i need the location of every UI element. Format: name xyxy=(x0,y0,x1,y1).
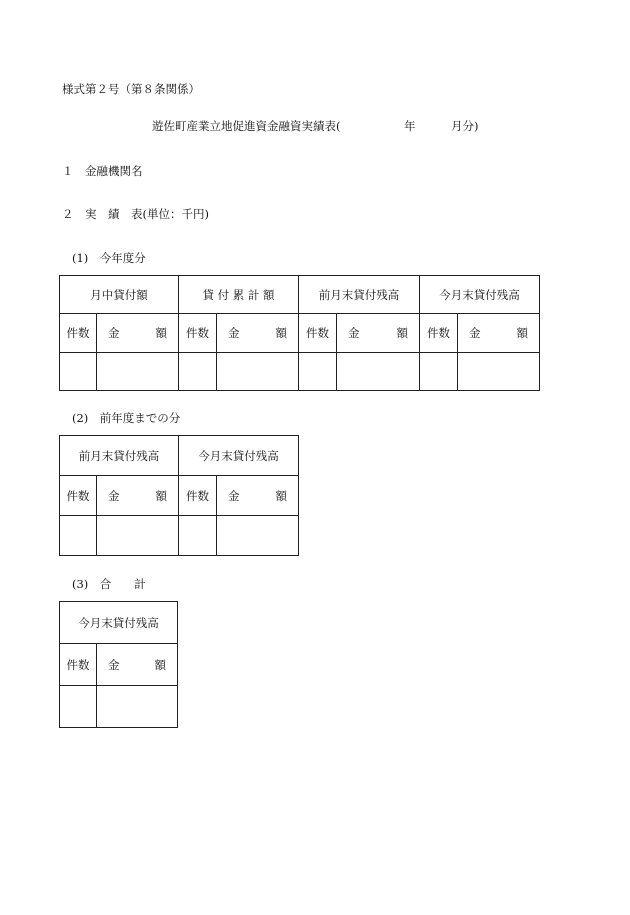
cell-amount[interactable] xyxy=(337,353,420,391)
header-current-month-balance: 今月末貸付残高 xyxy=(420,276,540,314)
cell-count[interactable] xyxy=(179,353,217,391)
form-number: 様式第２号（第８条関係） xyxy=(62,82,200,96)
cell-amount[interactable] xyxy=(97,353,179,391)
cell-count[interactable] xyxy=(299,353,337,391)
cell-amount[interactable] xyxy=(217,353,299,391)
table-current-year xyxy=(59,275,540,391)
col-amount: 金 額 xyxy=(458,314,540,353)
table-total xyxy=(59,601,178,728)
subsection-1-label: (1) 今年度分 xyxy=(72,251,146,265)
section-1-bank-name: １ 金融機関名 xyxy=(62,164,143,178)
table-prior-years xyxy=(59,435,299,556)
subsection-2-label: (2) 前年度までの分 xyxy=(72,411,181,425)
col-count: 件数 xyxy=(60,314,97,353)
cell-amount[interactable] xyxy=(97,686,178,728)
cell-count[interactable] xyxy=(60,353,97,391)
header-monthly-loan: 月中貸付額 xyxy=(60,276,179,314)
col-amount: 金 額 xyxy=(337,314,420,353)
cell-amount[interactable] xyxy=(217,516,299,556)
cell-amount[interactable] xyxy=(458,353,540,391)
document-title xyxy=(152,121,482,135)
title-main: 遊佐町産業立地促進資金融資実績表( xyxy=(152,119,341,133)
cell-count[interactable] xyxy=(420,353,458,391)
col-count: 件数 xyxy=(179,476,217,516)
header-current-month-balance: 今月末貸付残高 xyxy=(179,436,299,476)
header-cumulative-loan: 貸 付 累 計 額 xyxy=(179,276,299,314)
cell-amount[interactable] xyxy=(97,516,179,556)
col-amount: 金 額 xyxy=(97,644,178,686)
title-year-label: 年 xyxy=(404,119,416,133)
col-count: 件数 xyxy=(60,476,97,516)
col-amount: 金 額 xyxy=(217,314,299,353)
header-prev-month-balance: 前月末貸付残高 xyxy=(60,436,179,476)
subsection-3-label: (3) 合 計 xyxy=(72,577,146,591)
cell-count[interactable] xyxy=(60,516,97,556)
header-current-month-balance: 今月末貸付残高 xyxy=(60,602,178,644)
title-month-label: 月分) xyxy=(451,119,479,133)
table-row xyxy=(60,353,540,391)
cell-count[interactable] xyxy=(179,516,217,556)
col-amount: 金 額 xyxy=(217,476,299,516)
col-count: 件数 xyxy=(420,314,458,353)
table-row xyxy=(60,516,299,556)
col-amount: 金 額 xyxy=(97,314,179,353)
col-amount: 金 額 xyxy=(97,476,179,516)
col-count: 件数 xyxy=(299,314,337,353)
col-count: 件数 xyxy=(60,644,97,686)
col-count: 件数 xyxy=(179,314,217,353)
header-prev-month-balance: 前月末貸付残高 xyxy=(299,276,420,314)
table-row xyxy=(60,686,178,728)
cell-count[interactable] xyxy=(60,686,97,728)
section-2-results: ２ 実 績 表(単位：千円) xyxy=(62,207,209,221)
